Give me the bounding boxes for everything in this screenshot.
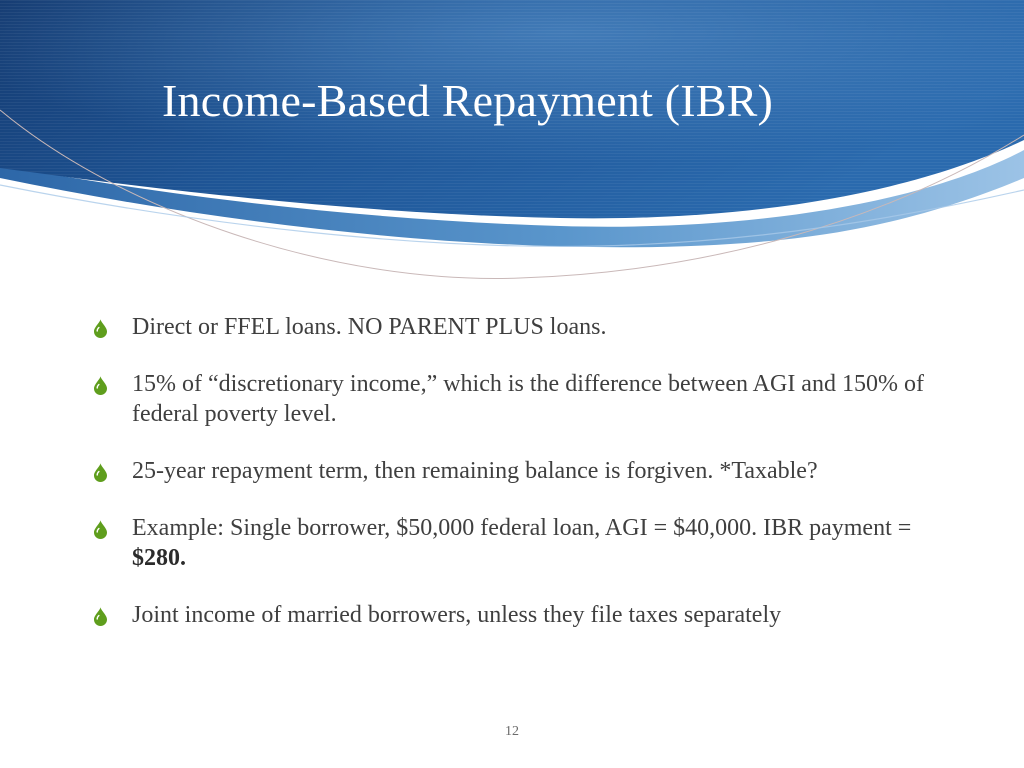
bullet-item	[92, 456, 952, 486]
payment-amount: $280.	[132, 545, 186, 571]
green-droplet-icon	[94, 463, 107, 482]
bullet-text: 25-year repayment term, then remaining balance is forgiven. *Taxable?	[132, 458, 818, 484]
bullet-text: Example: Single borrower, $50,000 federal loan, AGI = $40,000. IBR payment =	[132, 515, 912, 541]
bullet-item	[92, 369, 952, 429]
green-droplet-icon	[94, 376, 107, 395]
green-droplet-icon	[94, 319, 107, 338]
green-droplet-icon	[94, 520, 107, 539]
bullet-list	[92, 312, 952, 657]
bullet-text: 15% of “discretionary income,” which is the difference between AGI and 150% of federal poverty level.	[132, 371, 924, 427]
bullet-item	[92, 312, 952, 342]
bullet-text: Joint income of married borrowers, unless they file taxes separately	[132, 602, 782, 628]
header-background	[0, 0, 1024, 300]
green-droplet-icon	[94, 607, 107, 626]
slide-title: Income-Based Repayment (IBR)	[162, 75, 774, 126]
page-number: 12	[505, 724, 519, 739]
bullet-item	[92, 513, 952, 573]
bullet-item	[92, 600, 952, 630]
bullet-text: Direct or FFEL loans. NO PARENT PLUS loans.	[132, 314, 607, 340]
